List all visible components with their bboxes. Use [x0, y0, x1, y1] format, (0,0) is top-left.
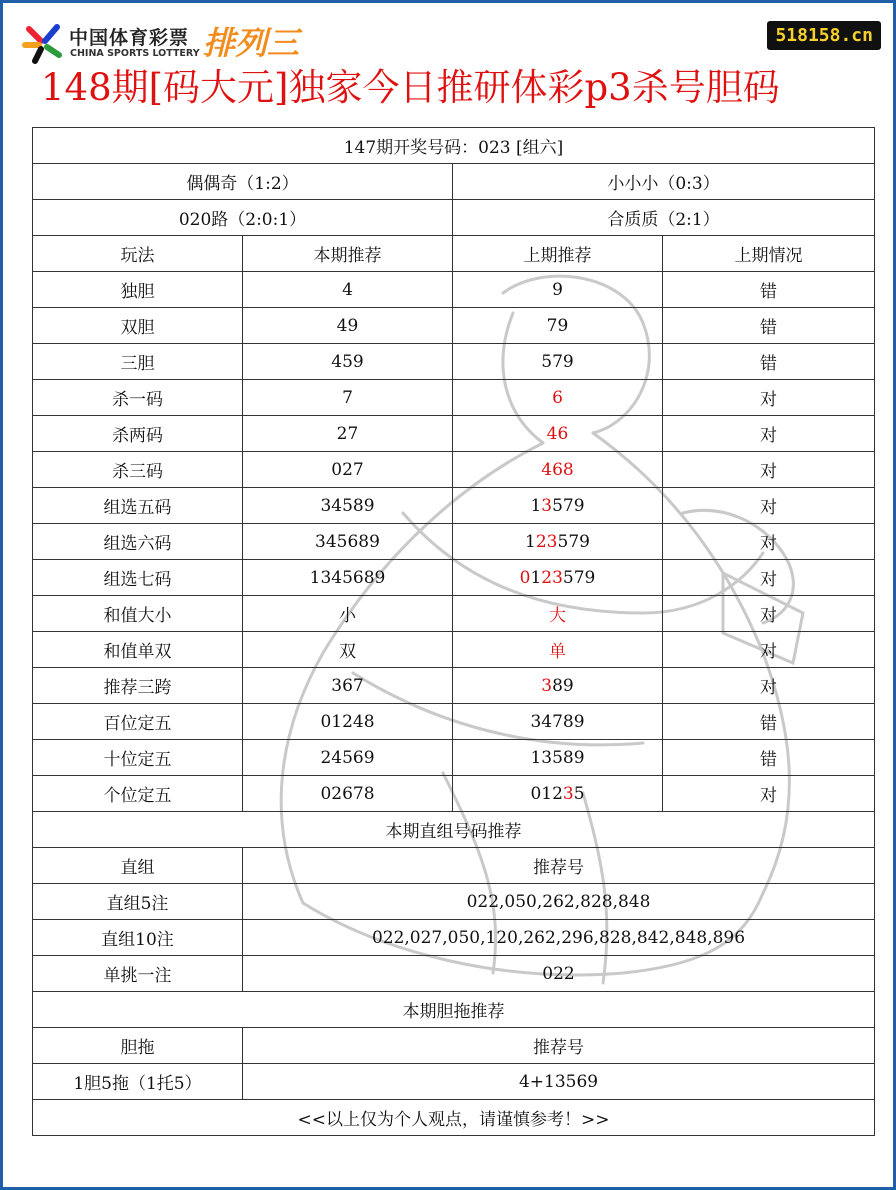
dantuo-section-row: [33, 992, 875, 1028]
miss-digits: 579: [562, 567, 596, 588]
previous-cell: [453, 668, 663, 704]
header: [3, 3, 893, 113]
route-row: [33, 200, 875, 236]
odd-even-cell: 偶偶奇（1:2）: [33, 164, 453, 200]
miss-digits: 79: [546, 315, 569, 336]
result-cell: 对: [663, 524, 875, 560]
previous-cell: [453, 596, 663, 632]
column-header: 本期推荐: [243, 236, 453, 272]
dantuo-section-title: 本期胆拖推荐: [33, 992, 875, 1028]
current-cell: 7: [243, 380, 453, 416]
prediction-row: [33, 452, 875, 488]
miss-digits: 9: [552, 279, 563, 300]
dantuo-header-row: [33, 1028, 875, 1064]
logo-text-en: CHINA SPORTS LOTTERY: [70, 48, 200, 59]
logo-brand: 排列三: [203, 24, 300, 62]
play-cell: 杀三码: [33, 452, 243, 488]
previous-cell: [453, 524, 663, 560]
page-title: 148期[码大元]独家今日推研体彩p3杀号胆码: [41, 66, 780, 109]
hit-digits: 3: [541, 675, 553, 696]
miss-digits: 012: [530, 783, 563, 804]
dantuo-label: 1胆5拖（1托5）: [33, 1064, 243, 1100]
play-cell: 推荐三跨: [33, 668, 243, 704]
prediction-row: [33, 704, 875, 740]
previous-cell: [453, 704, 663, 740]
previous-cell: [453, 308, 663, 344]
hit-digits: 468: [541, 459, 574, 480]
play-cell: 组选五码: [33, 488, 243, 524]
play-cell: 百位定五: [33, 704, 243, 740]
previous-cell: [453, 380, 663, 416]
result-cell: 对: [663, 596, 875, 632]
miss-digits: 89: [552, 675, 574, 696]
play-cell: 十位定五: [33, 740, 243, 776]
dantuo-head-right: 推荐号: [243, 1028, 875, 1064]
previous-cell: [453, 488, 663, 524]
previous-cell: [453, 740, 663, 776]
previous-cell: [453, 776, 663, 812]
prediction-row: [33, 740, 875, 776]
prediction-row: [33, 524, 875, 560]
last-draw-row: [33, 128, 875, 164]
shape-row: [33, 164, 875, 200]
miss-digits: 13589: [530, 747, 585, 768]
hit-digits: 0: [519, 567, 531, 588]
dantuo-row: [33, 1064, 875, 1100]
prediction-row: [33, 416, 875, 452]
hit-digits: 23: [535, 531, 558, 552]
play-cell: 杀两码: [33, 416, 243, 452]
play-cell: 组选七码: [33, 560, 243, 596]
column-header: 上期推荐: [453, 236, 663, 272]
direct-section-title: 本期直组号码推荐: [33, 812, 875, 848]
direct-label: 单挑一注: [33, 956, 243, 992]
direct-head-left: 直组: [33, 848, 243, 884]
dantuo-head-left: 胆拖: [33, 1028, 243, 1064]
footer-note: <<以上仅为个人观点，请谨慎参考！>>: [33, 1100, 875, 1136]
current-cell: 345689: [243, 524, 453, 560]
current-cell: 双: [243, 632, 453, 668]
prediction-row: [33, 596, 875, 632]
miss-digits: 1: [525, 531, 536, 552]
miss-digits: 579: [552, 495, 585, 516]
current-cell: 027: [243, 452, 453, 488]
hit-digits: 6: [552, 387, 563, 408]
play-cell: 三胆: [33, 344, 243, 380]
current-cell: 27: [243, 416, 453, 452]
column-header: 玩法: [33, 236, 243, 272]
direct-value: 022: [243, 956, 875, 992]
prediction-row: [33, 776, 875, 812]
previous-cell: [453, 272, 663, 308]
prediction-row: [33, 632, 875, 668]
miss-digits: 34789: [530, 711, 585, 732]
prediction-row: [33, 380, 875, 416]
prediction-row: [33, 272, 875, 308]
play-cell: 和值大小: [33, 596, 243, 632]
miss-digits: 1: [530, 495, 542, 516]
direct-head-right: 推荐号: [243, 848, 875, 884]
prediction-rows: [33, 272, 875, 812]
result-cell: 对: [663, 380, 875, 416]
direct-section-row: [33, 812, 875, 848]
hit-digits: 3: [562, 783, 574, 804]
previous-cell: [453, 344, 663, 380]
miss-digits: 1: [530, 567, 542, 588]
play-cell: 组选六码: [33, 524, 243, 560]
result-cell: 错: [663, 308, 875, 344]
play-cell: 杀一码: [33, 380, 243, 416]
column-header: 上期情况: [663, 236, 875, 272]
miss-digits: 579: [557, 531, 590, 552]
result-cell: 对: [663, 416, 875, 452]
size-cell: 小小小（0:3）: [453, 164, 875, 200]
previous-cell: [453, 632, 663, 668]
current-cell: 367: [243, 668, 453, 704]
result-cell: 对: [663, 668, 875, 704]
direct-row: [33, 920, 875, 956]
current-cell: 小: [243, 596, 453, 632]
result-cell: 错: [663, 740, 875, 776]
prediction-row: [33, 308, 875, 344]
prediction-row: [33, 488, 875, 524]
site-badge[interactable]: 518158.cn: [767, 21, 881, 50]
result-cell: 错: [663, 344, 875, 380]
result-cell: 对: [663, 452, 875, 488]
current-cell: 02678: [243, 776, 453, 812]
result-cell: 对: [663, 560, 875, 596]
play-cell: 双胆: [33, 308, 243, 344]
hit-digits: 3: [541, 495, 553, 516]
hit-digits: 大: [549, 606, 566, 626]
footer-row: [33, 1100, 875, 1136]
current-cell: 1345689: [243, 560, 453, 596]
column-header-row: [33, 236, 875, 272]
route-cell: 020路（2:0:1）: [33, 200, 453, 236]
direct-header-row: [33, 848, 875, 884]
miss-digits: 5: [573, 783, 585, 804]
current-cell: 01248: [243, 704, 453, 740]
prediction-table: [32, 127, 875, 1136]
miss-digits: 579: [541, 351, 574, 372]
previous-cell: [453, 452, 663, 488]
direct-label: 直组10注: [33, 920, 243, 956]
direct-value: 022,027,050,120,262,296,828,842,848,896: [243, 920, 875, 956]
direct-label: 直组5注: [33, 884, 243, 920]
result-cell: 错: [663, 272, 875, 308]
prediction-row: [33, 560, 875, 596]
prediction-row: [33, 668, 875, 704]
direct-row: [33, 884, 875, 920]
hit-digits: 46: [546, 423, 569, 444]
last-draw-cell: 147期开奖号码：023 [组六]: [33, 128, 875, 164]
result-cell: 对: [663, 488, 875, 524]
previous-cell: [453, 416, 663, 452]
hit-digits: 23: [541, 567, 563, 588]
result-cell: 对: [663, 632, 875, 668]
current-cell: 459: [243, 344, 453, 380]
current-cell: 49: [243, 308, 453, 344]
current-cell: 4: [243, 272, 453, 308]
direct-value: 022,050,262,828,848: [243, 884, 875, 920]
prime-cell: 合质质（2:1）: [453, 200, 875, 236]
current-cell: 34589: [243, 488, 453, 524]
play-cell: 独胆: [33, 272, 243, 308]
previous-cell: [453, 560, 663, 596]
result-cell: 对: [663, 776, 875, 812]
play-cell: 和值单双: [33, 632, 243, 668]
play-cell: 个位定五: [33, 776, 243, 812]
result-cell: 错: [663, 704, 875, 740]
current-cell: 24569: [243, 740, 453, 776]
prediction-row: [33, 344, 875, 380]
direct-row: [33, 956, 875, 992]
dantuo-value: 4+13569: [243, 1064, 875, 1100]
hit-digits: 单: [549, 642, 566, 662]
logo-text-cn: 中国体育彩票: [69, 27, 190, 49]
